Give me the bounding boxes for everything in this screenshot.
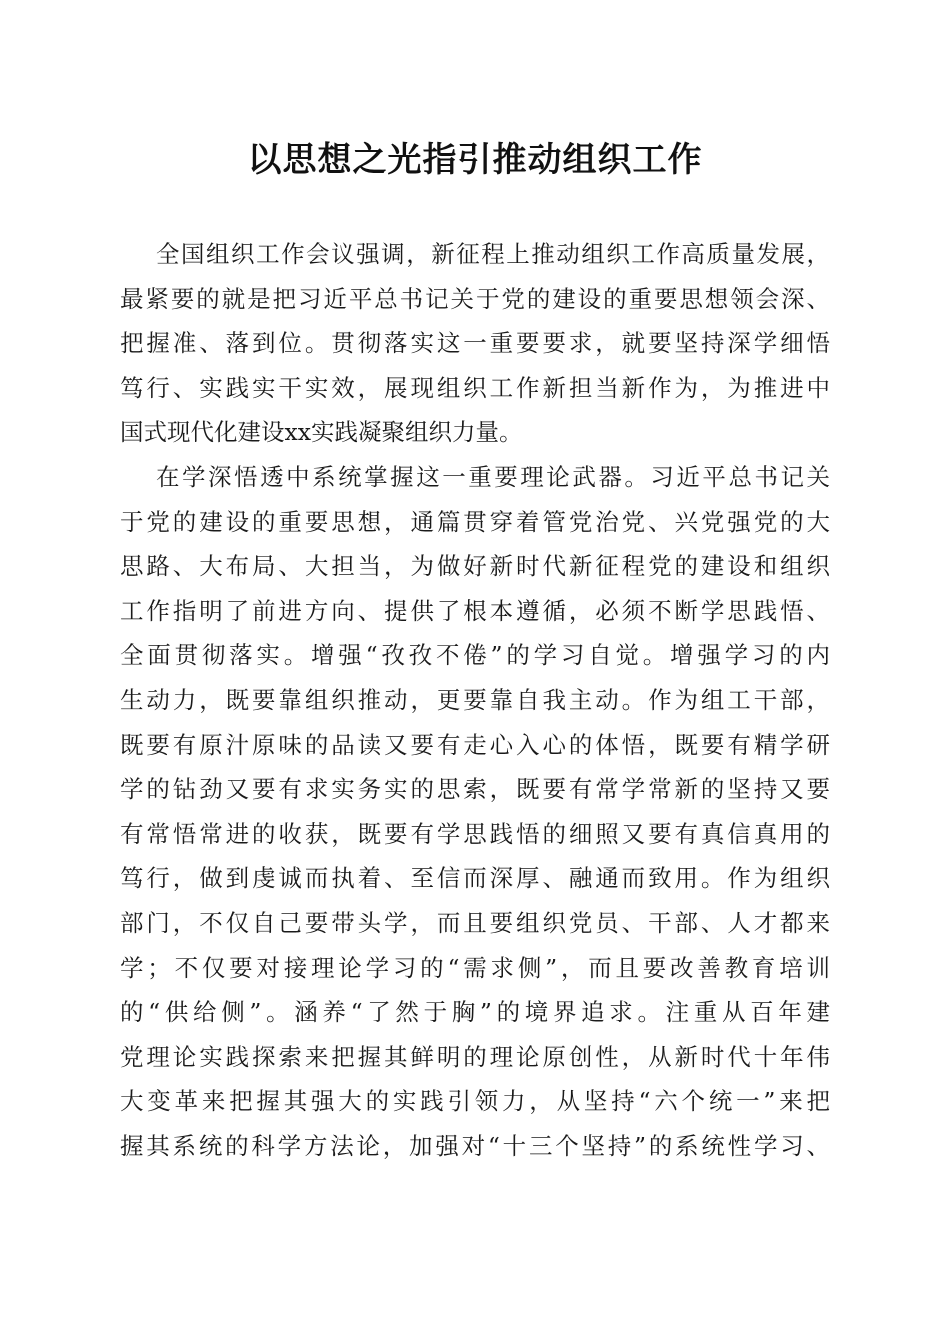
- paragraph-2-line: 党理论实践探索来把握其鲜明的理论原创性，从新时代十年伟: [120, 1042, 830, 1071]
- paragraph-2-line: 握其系统的科学方法论，加强对“十三个坚持”的系统性学习、: [120, 1131, 830, 1160]
- paragraph-2-line: 大变革来把握其强大的实践引领力，从坚持“六个统一”来把: [120, 1087, 830, 1116]
- paragraph-2-line: 全面贯彻落实。增强“孜孜不倦”的学习自觉。增强学习的内: [120, 641, 830, 670]
- paragraph-2-line: 有常悟常进的收获，既要有学思践悟的细照又要有真信真用的: [120, 819, 830, 848]
- paragraph-2-line: 在学深悟透中系统掌握这一重要理论武器。习近平总书记关: [156, 462, 830, 491]
- paragraph-2-line: 的“供给侧”。涵养“了然于胸”的境界追求。注重从百年建: [120, 998, 830, 1027]
- document-title: 以思想之光指引推动组织工作: [247, 140, 703, 180]
- paragraph-1-line: 把握准、落到位。贯彻落实这一重要要求，就要坚持深学细悟: [120, 329, 830, 358]
- paragraph-2-line: 思路、大布局、大担当，为做好新时代新征程党的建设和组织: [120, 552, 830, 581]
- paragraph-2-line: 于党的建设的重要思想，通篇贯穿着管党治党、兴党强党的大: [120, 507, 830, 536]
- paragraph-2-line: 学；不仅要对接理论学习的“需求侧”，而且要改善教育培训: [120, 953, 830, 982]
- paragraph-2-line: 生动力，既要靠组织推动，更要靠自我主动。作为组工干部，: [120, 685, 830, 714]
- paragraph-1-line: 国式现代化建设xx实践凝聚组织力量。: [120, 418, 523, 447]
- paragraph-2-line: 学的钻劲又要有求实务实的思索，既要有常学常新的坚持又要: [120, 775, 830, 804]
- paragraph-1-line: 全国组织工作会议强调，新征程上推动组织工作高质量发展，: [156, 240, 830, 268]
- document-body: [120, 232, 830, 1168]
- paragraph-2-line: 既要有原汁原味的品读又要有走心入心的体悟，既要有精学研: [120, 730, 830, 759]
- paragraph-1-line: 笃行、实践实干实效，展现组织工作新担当新作为，为推进中: [120, 373, 830, 402]
- paragraph-2-line: 工作指明了前进方向、提供了根本遵循，必须不断学思践悟、: [120, 596, 830, 625]
- paragraph-1-line: 最紧要的就是把习近平总书记关于党的建设的重要思想领会深、: [120, 284, 830, 313]
- paragraph-2-line: 笃行，做到虔诚而执着、至信而深厚、融通而致用。作为组织: [120, 864, 830, 893]
- paragraph-2-line: 部门，不仅自己要带头学，而且要组织党员、干部、人才都来: [120, 908, 830, 937]
